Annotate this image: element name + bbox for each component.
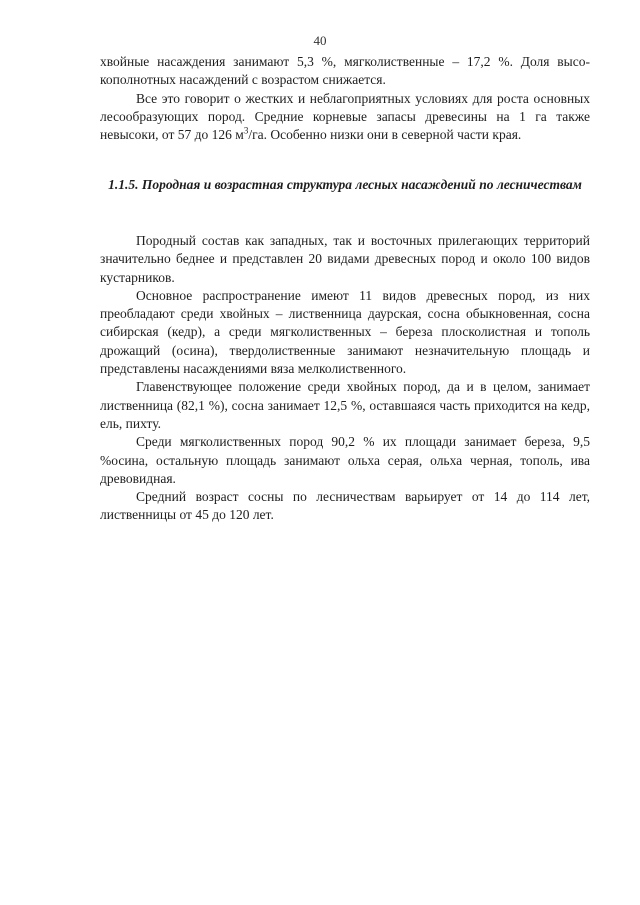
page-number: 40 — [313, 33, 327, 48]
paragraph-softwood-share: Среди мягколиственных пород 90,2 % их площади занимает береза, 9,5 %осина, остальную площадь занимают ольха серая, ольха черная, тополь, ива древовидная. — [100, 434, 590, 486]
paragraph-species-composition: Породный состав как западных, так и восточных прилегающих территорий значительно беднее и представлен 20 видами древесных пород и около 100 видов кустарников. — [100, 233, 590, 285]
section-body — [100, 232, 590, 525]
paragraph-intro-2-tail: /га. Особенно низки они в северной части края. — [248, 127, 522, 143]
paragraph-average-age: Средний возраст сосны по лесничествам варьирует от 14 до 114 лет, лиственницы от 45 до 120 лет. — [100, 489, 590, 523]
paragraph-intro-2 — [100, 90, 590, 145]
paragraph-larch-dominance: Главенствующее положение среди хвойных пород, да и в целом, занимает лиственница (82,1 %), сосна занимает 12,5 %, оставшаяся часть приходится на кедр, ель, пихту. — [100, 379, 590, 431]
paragraph-intro-1: хвойные насаждения занимают 5,3 %, мягколиственные – 17,2 %. Доля высокополнотных насаждений с возрастом снижается. — [100, 54, 590, 88]
superscript-cubic: 3 — [243, 125, 249, 136]
intro-text — [100, 53, 590, 144]
section-heading: 1.1.5. Породная и возрастная структура лесных насаждений по лесничествам — [108, 177, 582, 192]
paragraph-intro-2-text: Все это говорит о жестких и неблагоприятных условиях для роста основных лесообразующих пород. Средние корневые запасы древесины на 1 га также невысоки, от 57 до 126 м — [100, 90, 590, 143]
paragraph-main-species: Основное распространение имеют 11 видов древесных пород, из них преобладают среди хвойных – лиственница даурская, сосна обыкновенная, сосна сибирская (кедр), а среди мягколиственных – береза плосколистная и тополь дрожащий (осина), твердолиственные занимают незначительную площадь и представлены насаждениями вяза мелколиственного. — [100, 287, 590, 377]
